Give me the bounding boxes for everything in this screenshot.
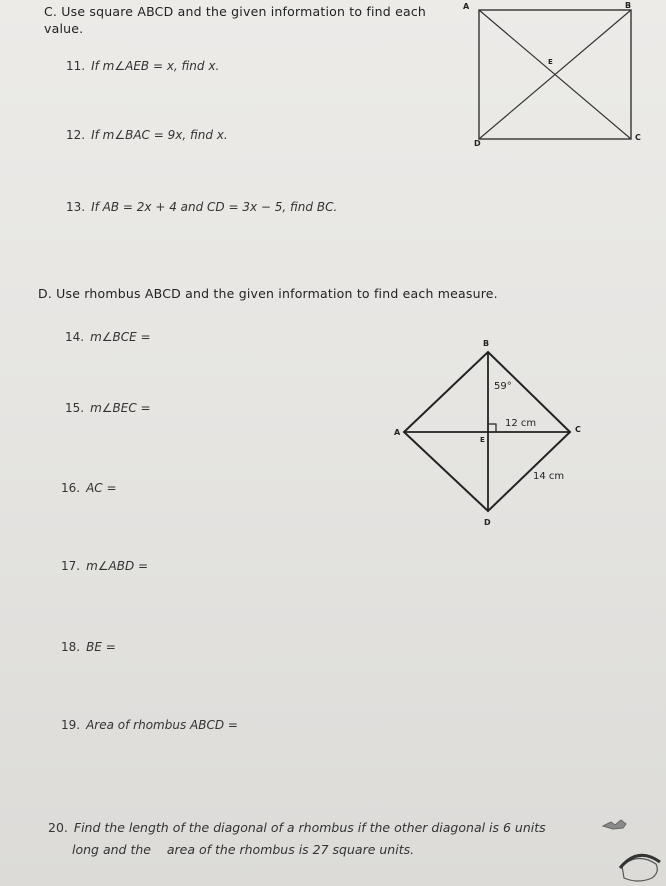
question-text: AC = bbox=[86, 481, 117, 495]
doodle-scribble bbox=[603, 820, 626, 829]
section-d-heading: D. Use rhombus ABCD and the given information to find each measure. bbox=[38, 286, 498, 301]
square-label-a: A bbox=[463, 2, 470, 11]
rhombus-label-c: C bbox=[575, 425, 581, 434]
question-number: 18. bbox=[61, 640, 81, 654]
question-number: 12. bbox=[66, 128, 86, 142]
question-20-cont: long and the area of the rhombus is 27 square units. bbox=[72, 842, 415, 857]
side-length-label-14: 14 cm bbox=[533, 471, 565, 482]
square-label-e: E bbox=[548, 58, 553, 66]
question-text: m∠ABD = bbox=[86, 559, 149, 573]
question-number: 15. bbox=[65, 401, 85, 415]
question-number: 19. bbox=[61, 718, 81, 732]
rhombus-label-b: B bbox=[483, 339, 490, 348]
question-number: 17. bbox=[61, 559, 81, 573]
doodle-hair bbox=[620, 855, 660, 868]
section-c-heading-cont: value. bbox=[44, 21, 84, 36]
question-text: m∠BCE = bbox=[90, 330, 151, 344]
angle-label: 59° bbox=[494, 381, 512, 392]
question-number: 16. bbox=[61, 481, 81, 495]
question-text: If m∠BAC = 9x, find x. bbox=[91, 128, 228, 142]
question-text: Area of rhombus ABCD = bbox=[86, 718, 238, 732]
side-length-label-12: 12 cm bbox=[505, 418, 537, 429]
question-number: 13. bbox=[66, 200, 86, 214]
square-label-c: C bbox=[635, 133, 641, 142]
question-text: If AB = 2x + 4 and CD = 3x − 5, find BC. bbox=[91, 200, 338, 214]
section-c-heading: C. Use square ABCD and the given information to find each bbox=[44, 4, 427, 19]
rhombus-label-e: E bbox=[480, 436, 485, 444]
question-number: 11. bbox=[66, 59, 86, 73]
question-number: 20. bbox=[48, 820, 68, 835]
question-number: 14. bbox=[65, 330, 85, 344]
rhombus-label-a: A bbox=[394, 428, 401, 437]
square-label-d: D bbox=[474, 139, 481, 148]
question-text: Find the length of the diagonal of a rhombus if the other diagonal is 6 units bbox=[73, 820, 546, 835]
square-label-b: B bbox=[625, 1, 632, 10]
question-text: If m∠AEB = x, find x. bbox=[91, 59, 220, 73]
rhombus-label-d: D bbox=[484, 518, 491, 527]
question-text: m∠BEC = bbox=[90, 401, 151, 415]
question-text: BE = bbox=[86, 640, 116, 654]
